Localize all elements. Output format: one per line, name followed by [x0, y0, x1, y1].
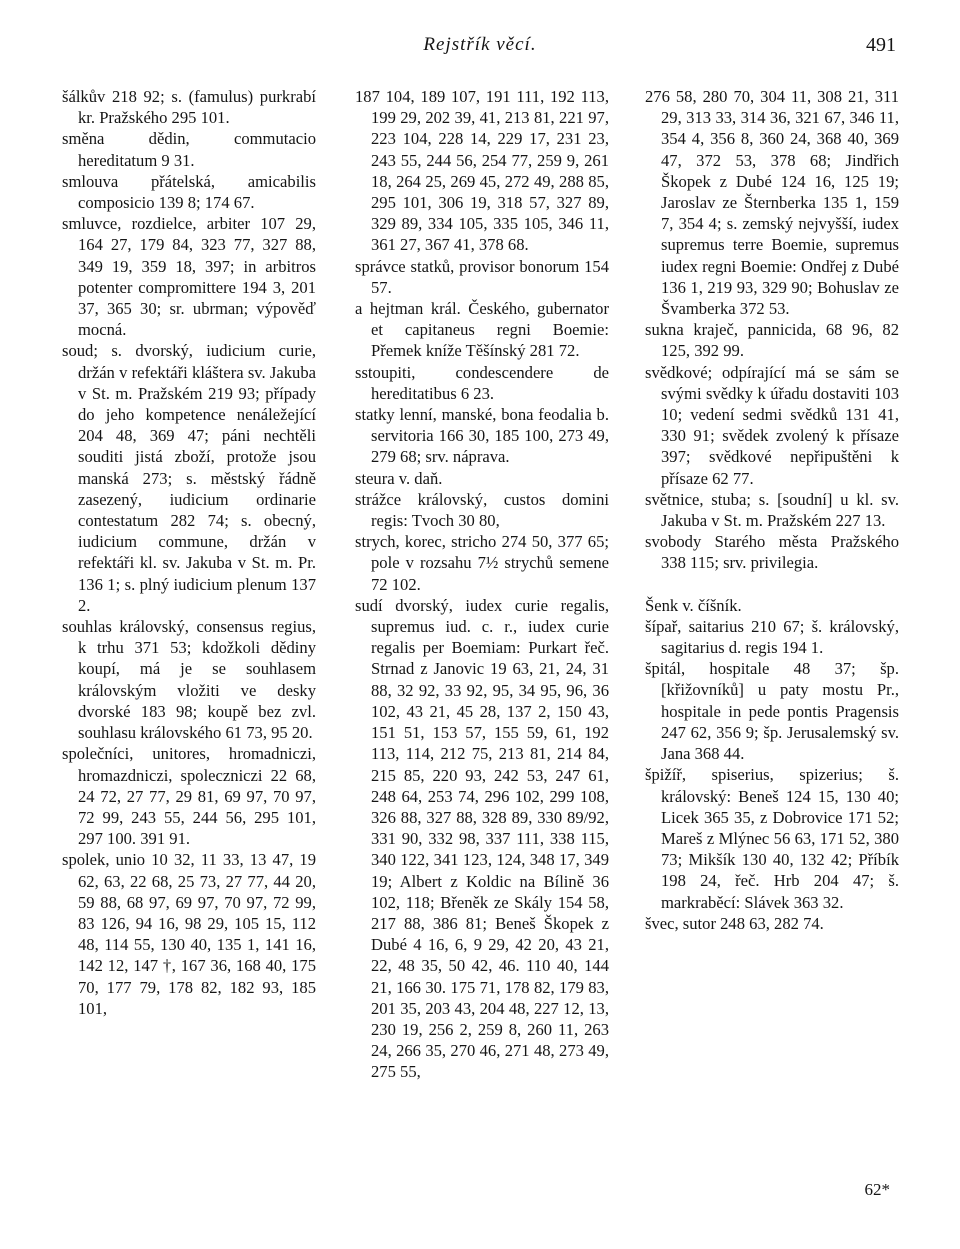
index-entry-statky: statky lenní, manské, bona feodalia b. servitoria 166 30, 185 100, 273 49, 279 68; srv. náprava. — [355, 405, 609, 467]
index-entry-souhlas: souhlas královský, consensus regius, k trhu 371 53; kdožkoli dědiny koupí, má je se souhlasem královským vložiti ve desky dvorské 183 98; koupě bez zvl. souhlasu královského 61 73, 95 20. — [62, 617, 316, 743]
index-entry-smena: směna dědin, commutacio hereditatum 9 31. — [62, 129, 316, 170]
index-entry-spital: špitál, hospitale 48 37; šp. [křižovníků] u paty mostu Pr., hospitale in pede pontis Pragensis 247 62, 356 9; šp. Jerusalemský sv. Jana 368 44. — [645, 659, 899, 764]
index-entry-svedkove: svědkové; odpírající má se sám se svými svědky k úřadu dostaviti 103 10; vedení sedmi svědků 131 41, 330 91; svědek zvolený k přísaze 397; svědkové nepřipuštěni k přísaze 62 77. — [645, 362, 899, 488]
index-entry-sudi-cont: 276 58, 280 70, 304 11, 308 21, 311 29, 313 33, 314 36, 321 67, 346 11, 354 4, 356 8, 360 24, 368 40, 369 47, 372 53, 378 68; Jindřich Škopek z Dubé 124 16, 125 19; Jaroslav ze Šternberka 135 1, 159 7, 354 4; s. zemský nejvyšší, iudex supremus terre Boemie, supremus iudex regni Boemie: Ondřej z Dubé 136 1, 219 93, 329 90; Bohuslav ze Švamberka 372 53. — [645, 87, 899, 319]
index-entry-sipar: šípař, saitarius 210 67; š. královský, sagitarius d. regis 194 1. — [645, 616, 899, 658]
index-entry-svobody: svobody Starého města Pražského 338 115; srv. privilegia. — [645, 532, 899, 573]
index-entry-sstoupiti: sstoupiti, condescendere de hereditatibus 6 23. — [355, 362, 609, 403]
index-column-right — [645, 86, 899, 934]
index-entry-senk: Šenk v. číšník. — [645, 595, 742, 615]
index-entry-spiziř: špižíř, spiserius, spizerius; š. královský: Beneš 124 15, 130 40; Licek 365 35, z Dobrovice 171 52; Mareš z Mlýnec 56 63, 171 52, 380 73; Mikšík 130 40, 132 42; Příbík 198 24, řeč. Hrb 204 47; š. markraběcí: Slávek 363 32. — [645, 765, 899, 912]
index-entry-steura: steura v. daň. — [355, 468, 443, 488]
index-entry-svec: švec, sutor 248 63, 282 74. — [645, 913, 824, 933]
index-entry-soud: soud; s. dvorský, iudicium curie, držán v refektáři kláštera sv. Jakuba v St. m. Pražském 219 93; případy do jeho kompetence nenáležející 204 48, 369 47; páni nechtěli souditi jistá zboží, protože jsou manská 273; s. městský řádně zasezený, iudicium ordinarie contestatum 282 74; s. obecný, iudicium commune, držán v refektáři kl. sv. Jakuba v St. m. Pr. 136 1; s. plný iudicium plenum 137 2. — [62, 341, 316, 615]
index-entry-sudi: sudí dvorský, iudex curie regalis, supremus iud. c. r., iudex curie regalis per Boemiam: Purkart řeč. Strnad z Janovic 19 63, 21, 24, 31 88, 32 92, 33 92, 95, 34 95, 96, 36 102, 43 21, 45 28, 137 2, 150 43, 151 51, 153 57, 155 59, 61, 192 113, 114, 212 75, 213 81, 214 84, 215 85, 220 93, 242 53, 247 61, 248 64, 253 74, 296 102, 299 108, 326 88, 327 88, 328 89, 330 89/92, 331 90, 332 98, 337 111, 338 115, 340 122, 341 123, 124, 348 17, 349 19; Albert z Koldic na Bílině 36 102, 118; Břeněk ze Skály 154 58, 217 88, 386 81; Beneš Škopek z Dubé 4 16, 6, 9 29, 42 20, 43 21, 22, 48 35, 50 42, 46. 110 40, 144 21, 166 30. 175 71, 178 82, 179 83, 201 35, 203 43, 204 48, 227 12, 13, 230 19, 256 2, 259 8, 260 11, 263 24, 266 35, 270 46, 271 48, 273 49, 275 55, — [355, 595, 609, 1082]
index-entry-salkuv: šálkův 218 92; s. (famulus) purkrabí kr. Pražského 295 101. — [62, 87, 316, 128]
index-entry-svetnice: světnice, stuba; s. [soudní] u kl. sv. Jakuba v St. m. Pražském 227 13. — [645, 489, 899, 531]
index-entry-spolecnici: společníci, unitores, hromadniczi, hromazdniczi, spoleczniczi 22 68, 24 72, 27 77, 29 81, 69 97, 70 97, 72 99, 243 55, 244 56, 295 101, 297 100. 391 91. — [62, 744, 316, 849]
sheet-signature: 62* — [864, 1180, 890, 1199]
index-entry-spravce: správce statků, provisor bonorum 154 57. — [355, 256, 609, 297]
index-column-middle — [355, 86, 609, 1083]
page-number: 491 — [866, 34, 896, 56]
page-header — [0, 30, 960, 70]
index-entry-spolek: spolek, unio 10 32, 11 33, 13 47, 19 62, 63, 22 68, 25 73, 27 77, 44 20, 59 88, 68 97, 69 97, 70 97, 72 99, 83 126, 94 16, 98 29, 105 15, 112 48, 114 55, 130 40, 135 1, 141 16, 142 12, 147 †, 167 36, 168 40, 175 70, 177 79, 178 82, 182 93, 185 101, — [62, 850, 316, 1018]
index-entry-strazce: strážce královský, custos domini regis: Tvoch 30 80, — [355, 489, 609, 531]
index-entry-hejtman: a hejtman král. Českého, gubernator et capitaneus regni Boemie: Přemek kníže Těšínský 281 72. — [355, 299, 609, 361]
index-entry-smluvce: smluvce, rozdielce, arbiter 107 29, 164 27, 179 84, 323 77, 327 88, 349 19, 359 18, 397; in arbitros potenter compromittere 194 3, 201 37, 365 30; sr. ubrman; výpověď mocná. — [62, 214, 316, 340]
index-entry-spolek-cont: 187 104, 189 107, 191 111, 192 113, 199 29, 202 39, 41, 213 81, 221 97, 223 104, 228 14, 229 17, 231 23, 243 55, 244 56, 254 77, 259 9, 261 18, 264 25, 269 45, 272 49, 288 85, 295 101, 306 19, 318 57, 327 89, 329 89, 334 105, 335 105, 346 11, 361 27, 367 41, 378 68. — [355, 87, 609, 255]
index-column-left — [62, 86, 316, 1019]
index-entry-strych: strych, korec, stricho 274 50, 377 65; pole v rozsahu 7½ strychů semene 72 102. — [355, 532, 609, 594]
index-entry-smlouva: smlouva přátelská, amicabilis composicio 139 8; 174 67. — [62, 171, 316, 213]
running-title: Rejstřík věcí. — [423, 34, 537, 55]
index-entry-sukna: sukna kraječ, pannicida, 68 96, 82 125, 392 99. — [645, 320, 899, 361]
